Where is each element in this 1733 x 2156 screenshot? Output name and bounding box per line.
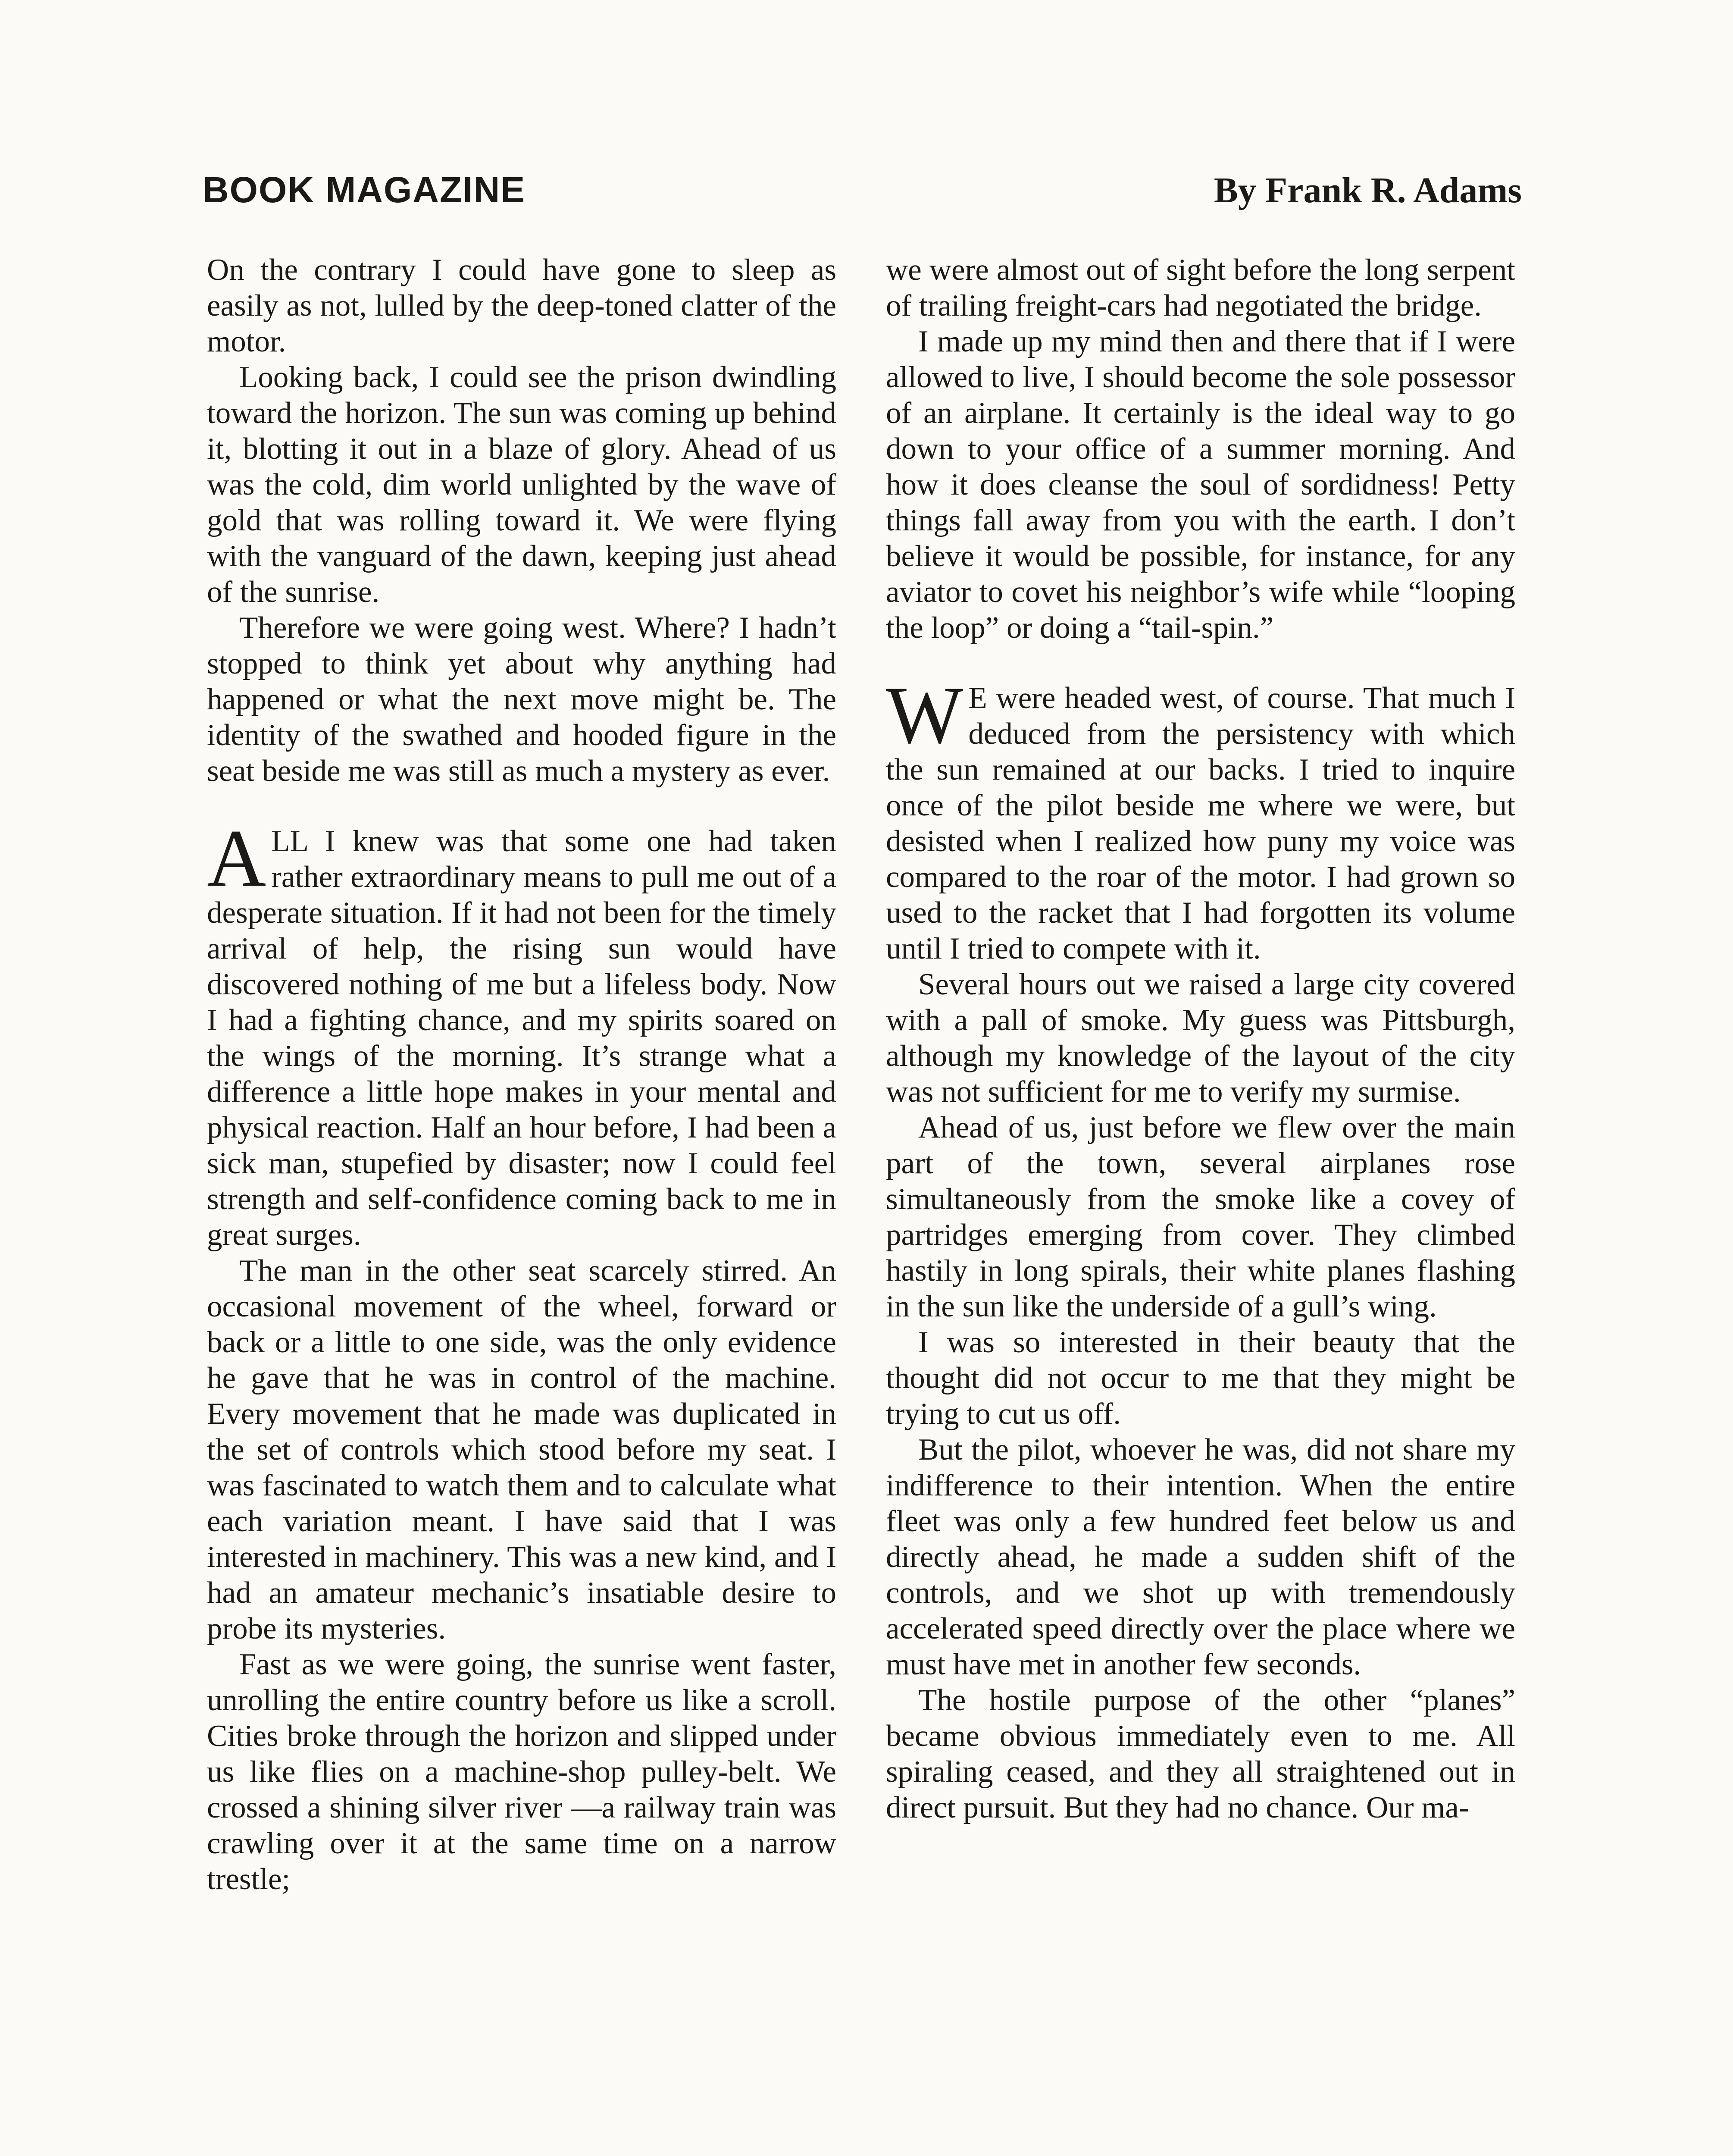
left-column (207, 252, 836, 1897)
right-column (886, 252, 1515, 1826)
paragraph: Therefore we were going west. Where? I hadn’t stopped to think yet about why anything had happened or what the next move might be. The identity of the swathed and hooded figure in the seat beside me was still as much a mystery as ever. (207, 611, 836, 788)
author-byline: By Frank R. Adams (1214, 170, 1522, 210)
magazine-title: BOOK MAGAZINE (203, 169, 526, 210)
paragraph-text: LL I knew was that some one had taken rather extraordinary means to pull me out of a desperate situation. If it had not been for the timely arrival of help, the rising sun would have discovered nothing of me but a lifeless body. Now I had a fighting chance, and my spirits soared on the wings of the morning. It’s strange what a difference a little hope makes in your mental and physical reaction. Half an hour before, I had been a sick man, stupefied by disaster; now I could feel strength and self-confidence coming back to me in great surges. (207, 824, 836, 1252)
paragraph: Fast as we were going, the sunrise went faster, unrolling the entire country before us like a scroll. Cities broke through the horizon and slipped under us like flies on a machine-shop pulley-belt. We crossed a shining silver river —a railway train was crawling over it at the same time on a narrow trestle; (207, 1648, 836, 1896)
paragraph: we were almost out of sight before the long serpent of trailing freight-cars had negotiated the bridge. (886, 253, 1515, 323)
section-paragraph (207, 813, 836, 1253)
paragraph: Several hours out we raised a large city covered with a pall of smoke. My guess was Pittsburgh, although my knowledge of the layout of the city was not sufficient for me to verify my surmise. (886, 968, 1515, 1109)
paragraph-text: E were headed west, of course. That much I deduced from the persistency with which the sun remained at our backs. I tried to inquire once of the pilot beside me where we were, but desisted when I realized how puny my voice was compared to the roar of the motor. I had grown so used to the racket that I had forgotten its volume until I tried to compete with it. (886, 681, 1515, 965)
running-head (203, 169, 1522, 216)
section-paragraph (886, 670, 1515, 967)
paragraph: The hostile purpose of the other “planes” became obvious immediately even to me. All spiraling ceased, and they all straightened out in direct pursuit. But they had no chance. Our ma- (886, 1683, 1515, 1824)
paragraph: Ahead of us, just before we flew over the main part of the town, several airplanes rose simultaneously from the smoke like a covey of partridges emerging from cover. They climbed hastily in long spirals, their white planes flashing in the sun like the underside of a gull’s wing. (886, 1111, 1515, 1323)
drop-cap: W (886, 670, 963, 761)
paragraph: The man in the other seat scarcely stirred. An occasional movement of the wheel, forward or back or a little to one side, was the only evidence he gave that he was in control of the machine. Every movement that he made was duplicated in the set of controls which stood before my seat. I was fascinated to watch them and to calculate what each variation meant. I have said that I was interested in machinery. This was a new kind, and I had an amateur mechanic’s insatiable desire to probe its mysteries. (207, 1254, 836, 1645)
paragraph: On the contrary I could have gone to sleep as easily as not, lulled by the deep-toned clatter of the motor. (207, 253, 836, 358)
paragraph: I made up my mind then and there that if I were allowed to live, I should become the sole possessor of an airplane. It certainly is the ideal way to go down to your office of a summer morning. And how it does cleanse the soul of sordidness! Petty things fall away from you with the earth. I don’t believe it would be possible, for instance, for any aviator to covet his neighbor’s wife while “looping the loop” or doing a “tail-spin.” (886, 325, 1515, 645)
paragraph: Looking back, I could see the prison dwindling toward the horizon. The sun was coming up behind it, blotting it out in a blaze of glory. Ahead of us was the cold, dim world unlighted by the wave of gold that was rolling toward it. We were flying with the vanguard of the dawn, keeping just ahead of the sunrise. (207, 360, 836, 609)
paragraph: I was so interested in their beauty that the thought did not occur to me that they might be trying to cut us off. (886, 1326, 1515, 1431)
drop-cap: A (207, 813, 266, 904)
paragraph: But the pilot, whoever he was, did not share my indifference to their intention. When the entire fleet was only a few hundred feet below us and directly ahead, he made a sudden shift of the controls, and we shot up with tremendously accelerated speed directly over the place where we must have met in another few seconds. (886, 1433, 1515, 1681)
